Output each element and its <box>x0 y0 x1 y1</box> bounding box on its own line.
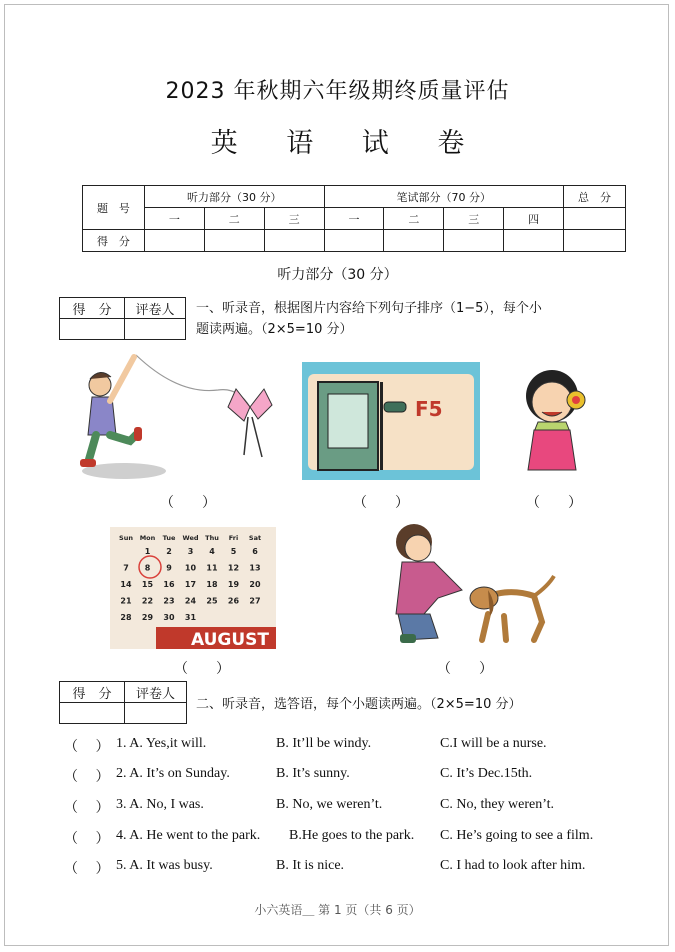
score-row-label-score: 得 分 <box>83 230 145 252</box>
grader-name-cell[interactable] <box>125 703 187 724</box>
question-row <box>64 858 624 880</box>
question-row <box>64 766 624 788</box>
grader-box-1 <box>59 297 186 340</box>
answer-blank-1[interactable]: （ ） <box>160 495 216 511</box>
option-a: 5. A. It was busy. <box>116 858 213 873</box>
option-b: B. It’ll be windy. <box>276 736 372 751</box>
grader-name-label: 评卷人 <box>125 682 187 703</box>
option-a: 3. A. No, I was. <box>116 797 204 812</box>
calendar-weekday: Tue <box>162 534 176 542</box>
question-answer-blank[interactable]: （ ） <box>64 770 110 785</box>
option-b: B. It is nice. <box>276 858 345 873</box>
exam-title: 2023 年秋期六年级期终质量评估 <box>165 79 510 104</box>
calendar-weekday: Fri <box>228 534 239 542</box>
option-b: B.He goes to the park. <box>289 828 415 843</box>
calendar-day: 2 <box>166 547 172 556</box>
calendar-day: 22 <box>141 596 154 606</box>
picture-girl-headphones <box>512 360 592 478</box>
calendar-day: 27 <box>249 596 261 606</box>
grader-score-cell[interactable] <box>60 703 125 724</box>
answer-blank-4[interactable]: （ ） <box>174 661 230 677</box>
score-col-listening-3: 三 <box>264 208 324 230</box>
exam-subject: 英 语 试 卷 <box>210 128 485 159</box>
score-row-label-number: 题 号 <box>83 186 145 230</box>
option-b: B. No, we weren’t. <box>276 797 383 812</box>
grader-name-cell[interactable] <box>125 319 186 340</box>
answer-blank-5[interactable]: （ ） <box>437 661 493 677</box>
calendar-day: 17 <box>184 580 197 589</box>
score-col-writing-1: 一 <box>324 208 384 230</box>
score-col-listening-2: 二 <box>204 208 264 230</box>
section1-instruction-line1: 一、听录音，根据图片内容给下列句子排序（1−5），每个小 <box>196 301 542 316</box>
calendar-day: 14 <box>120 580 132 589</box>
question-row <box>64 797 624 819</box>
score-cell[interactable] <box>384 230 444 252</box>
calendar-day: 1 <box>144 547 151 556</box>
calendar-day: 18 <box>206 580 218 589</box>
score-total-head: 总 分 <box>564 186 626 208</box>
option-a: 2. A. It’s on Sunday. <box>116 766 230 781</box>
score-cell[interactable] <box>324 230 384 252</box>
calendar-weekday: Sat <box>248 534 262 542</box>
door-sign-text: F5 <box>415 397 443 421</box>
calendar-day: 11 <box>206 563 218 573</box>
calendar-day: 26 <box>227 596 240 606</box>
calendar-day: 6 <box>252 547 258 556</box>
score-cell[interactable] <box>504 230 564 252</box>
calendar-day: 23 <box>163 596 175 606</box>
answer-blank-3[interactable]: （ ） <box>526 495 582 511</box>
question-answer-blank[interactable]: （ ） <box>64 862 110 877</box>
question-answer-blank[interactable]: （ ） <box>64 832 110 847</box>
score-table <box>82 185 626 252</box>
option-b: B. It’s sunny. <box>276 766 350 781</box>
calendar-day: 21 <box>120 596 132 606</box>
answer-blank-2[interactable]: （ ） <box>353 495 409 511</box>
calendar-day: 15 <box>141 580 154 589</box>
calendar-day: 29 <box>141 613 154 622</box>
calendar-day: 10 <box>184 563 197 573</box>
calendar-day: 12 <box>227 563 240 573</box>
option-c: C. I had to look after him. <box>440 858 586 873</box>
section2-instruction: 二、听录音，选答语，每个小题读两遍。（2×5=10 分） <box>196 697 522 712</box>
option-c: C. He’s going to see a film. <box>440 828 594 843</box>
calendar-day: 3 <box>187 547 194 556</box>
grader-name-label: 评卷人 <box>125 298 186 319</box>
calendar-day: 20 <box>249 580 261 589</box>
picture-door-room <box>302 362 480 480</box>
calendar-day: 4 <box>209 547 215 556</box>
score-col-listening-1: 一 <box>144 208 204 230</box>
option-c: C. It’s Dec.15th. <box>440 766 533 781</box>
score-cell[interactable] <box>264 230 324 252</box>
page-footer: 小六英语＿ 第 1 页（共 6 页） <box>254 903 421 917</box>
score-cell[interactable] <box>144 230 204 252</box>
calendar-day: 7 <box>123 563 129 573</box>
score-col-writing-2: 二 <box>384 208 444 230</box>
calendar-day: 19 <box>227 580 240 589</box>
picture-girl-feeding-dog <box>384 516 560 650</box>
score-col-writing-4: 四 <box>504 208 564 230</box>
score-listening-head: 听力部分（30 分） <box>144 186 324 208</box>
score-writing-head: 笔试部分（70 分） <box>324 186 564 208</box>
option-c: C.I will be a nurse. <box>440 736 547 751</box>
calendar-day: 25 <box>206 596 218 606</box>
calendar-weekday: Sun <box>119 534 133 542</box>
section1-instruction-line2: 题读两遍。（2×5=10 分） <box>196 322 353 337</box>
grader-score-label: 得 分 <box>60 682 125 703</box>
grader-score-label: 得 分 <box>60 298 125 319</box>
score-cell[interactable] <box>444 230 504 252</box>
score-col-writing-3: 三 <box>444 208 504 230</box>
calendar-day: 5 <box>230 547 237 556</box>
listening-heading: 听力部分（30 分） <box>277 267 398 283</box>
score-cell[interactable] <box>564 230 626 252</box>
calendar-day: 16 <box>163 580 175 589</box>
calendar-weekday: Mon <box>139 534 156 542</box>
question-answer-blank[interactable]: （ ） <box>64 740 110 755</box>
section1-instruction <box>196 298 616 340</box>
calendar-weekday: Wed <box>182 534 199 542</box>
calendar-weekday: Thu <box>205 534 219 542</box>
score-total-cell[interactable] <box>564 208 626 230</box>
calendar-day: 28 <box>120 613 132 622</box>
calendar-day: 9 <box>166 563 172 573</box>
score-cell[interactable] <box>204 230 264 252</box>
calendar-month: AUGUST <box>190 630 270 649</box>
picture-man-flying-kite <box>78 345 274 483</box>
question-answer-blank[interactable]: （ ） <box>64 801 110 816</box>
calendar-day: 30 <box>163 613 175 622</box>
calendar-day: 31 <box>184 613 197 622</box>
calendar-day: 8 <box>144 563 151 573</box>
grader-box-2 <box>59 681 187 724</box>
calendar-day: 13 <box>249 563 261 573</box>
picture-calendar <box>110 527 276 649</box>
option-a: 4. A. He went to the park. <box>116 828 261 843</box>
question-row <box>64 736 624 758</box>
calendar-day: 24 <box>184 596 197 606</box>
option-c: C. No, they weren’t. <box>440 797 555 812</box>
question-row <box>64 828 624 850</box>
grader-score-cell[interactable] <box>60 319 125 340</box>
option-a: 1. A. Yes,it will. <box>116 736 207 751</box>
